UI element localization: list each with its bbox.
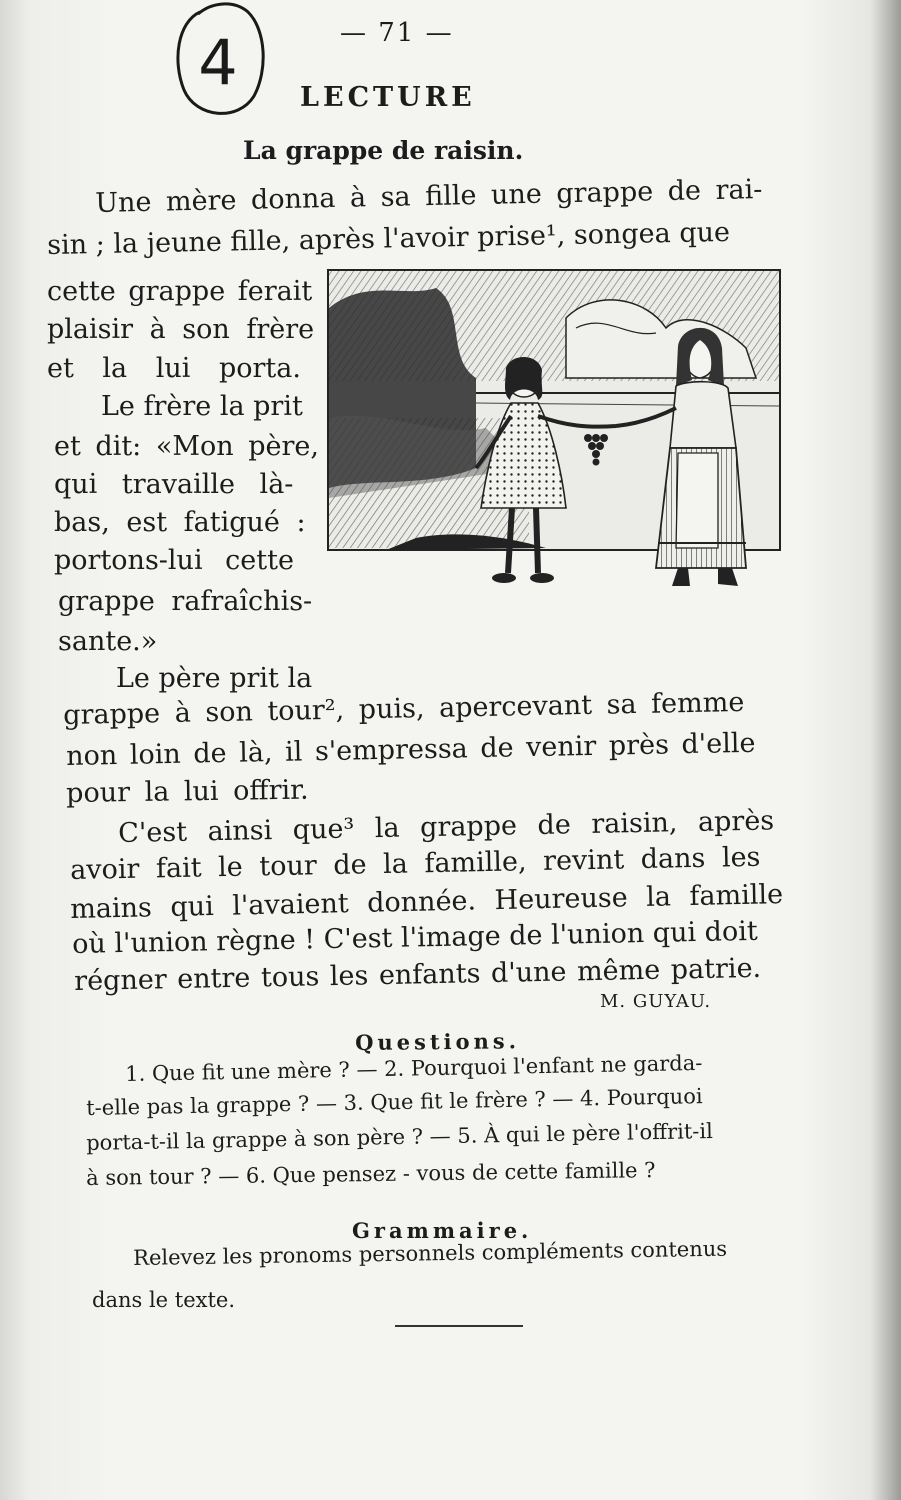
text-line: Une mère donna à sa fille une grappe de rai- [94,174,763,219]
text-line: plaisir à son frère [47,314,315,345]
text-line: C'est ainsi que³ la grappe de raisin, après [117,805,775,849]
text-line: sante.» [58,626,158,657]
story-title: La grappe de raisin. [243,136,524,165]
question-line: à son tour ? — 6. Que pensez - vous de cette famille ? [86,1158,656,1190]
grammar-title: Grammaire. [352,1218,533,1243]
section-title: LECTURE [300,82,476,113]
text-line: mains qui l'avaient donnée. Heureuse la famille [69,879,784,925]
text-line: cette grappe ferait [47,276,313,307]
question-line: 1. Que fit une mère ? — 2. Pourquoi l'enfant ne garda- [125,1050,703,1086]
handwritten-number-text: 4 [198,26,238,99]
text-line: portons-lui cette [54,545,294,576]
text-line: avoir fait le tour de la famille, revint dans les [69,841,761,886]
text-line: sin ; la jeune fille, après l'avoir prise¹, songea que [46,216,731,261]
page-number: — 71 — [340,18,454,48]
grammar-line: Relevez les pronoms personnels compléments contenus [133,1236,728,1270]
text-line: pour la lui offrir. [65,774,309,809]
text-line: grappe rafraîchis- [58,586,313,617]
question-line: t-elle pas la grappe ? — 3. Que fit le frère ? — 4. Pourquoi [86,1084,703,1120]
end-rule [395,1325,523,1327]
text-line: où l'union règne ! C'est l'image de l'union qui doit [71,915,758,960]
questions-title: Questions. [355,1028,521,1055]
text-line: et la lui porta. [47,353,301,384]
author-name: M. GUYAU. [600,991,712,1012]
text-line: régner entre tous les enfants d'une même patrie. [73,952,762,997]
story-illustration [326,268,782,586]
text-line: grappe à son tour², puis, apercevant sa femme [62,686,745,731]
text-line: Le frère la prit [101,391,303,422]
text-line: et dit: «Mon père, [54,431,319,462]
question-line: porta-t-il la grappe à son père ? — 5. À qui le père l'offrit-il [86,1118,714,1155]
grammar-line: dans le texte. [92,1288,236,1312]
text-line: bas, est fatigué : [54,507,306,538]
text-line: Le père prit la [116,663,313,694]
text-line: qui travaille là- [54,469,294,500]
text-line: non loin de là, il s'empressa de venir près d'elle [65,727,756,772]
handwritten-circled-number [168,0,268,122]
